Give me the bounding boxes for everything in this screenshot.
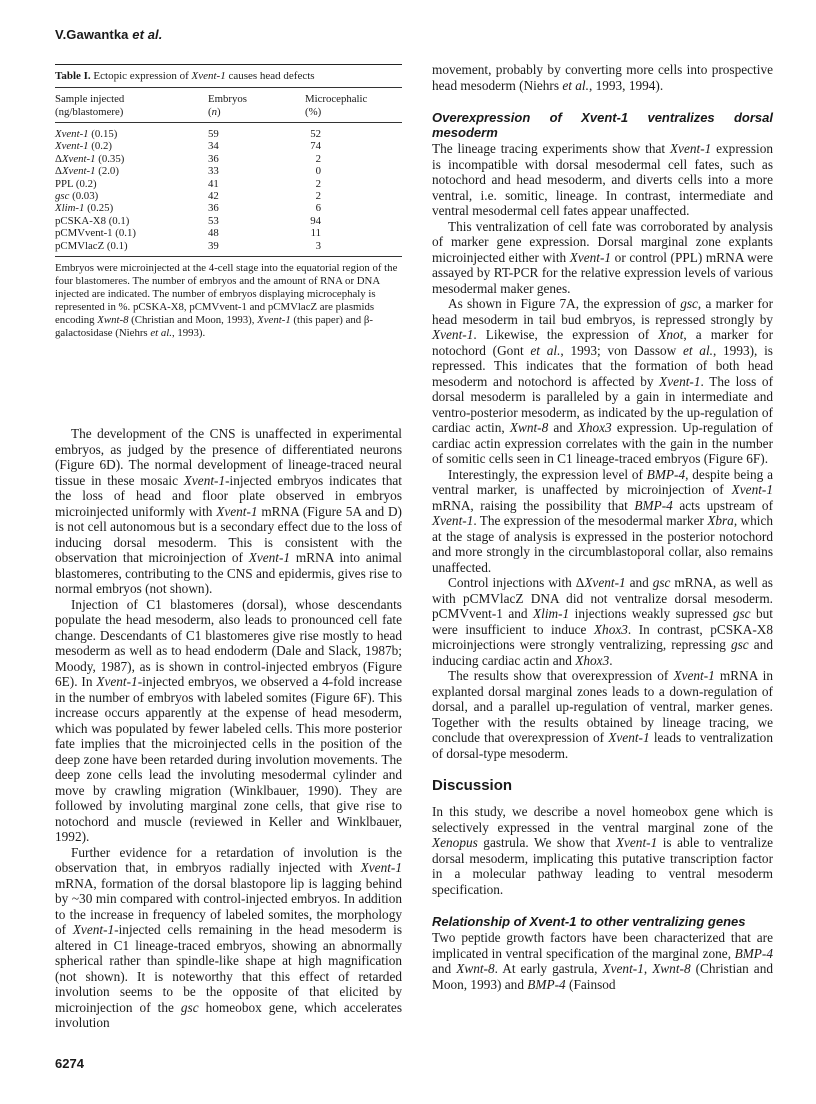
- text-run: 0: [315, 165, 321, 178]
- text-run: mRNA (Figure 5A and D) is not cell autonomous but is a secondary effect due to the loss of inducing dorsal mesoderm. This is consistent with the observation that microinjection of: [55, 503, 402, 565]
- text-run: (0.1): [112, 227, 136, 240]
- text-run: 6: [315, 202, 321, 215]
- italic-term: et al.: [682, 342, 713, 358]
- text-run: 74: [310, 140, 321, 153]
- page-number: 6274: [55, 1056, 84, 1071]
- italic-term: Xenopus: [432, 835, 478, 850]
- cell-embryos: 33: [208, 165, 219, 178]
- table-body: [55, 128, 402, 252]
- italic-term: gsc: [732, 606, 751, 621]
- text-run: Interestingly, the expression level of: [448, 466, 647, 482]
- text-run: , a marker for head mesoderm in tail bud embryos, is repressed strongly by: [432, 296, 773, 327]
- table-footnote: [55, 257, 402, 340]
- cell-microcephalic: [305, 240, 402, 252]
- italic-term: Xvent-1: [360, 860, 402, 875]
- text-run: -injected embryos, we observed a 4-fold increase in the number of embryos with labeled somites (Figure 6F). This increase occurs apparently at the expense of head mesoderm, which was populated by fewer labeled cells. This more posterior fate implies that the microinjected cells in the position of the deep zone have been retarded during involution movements. The deep zone cells lead the involuting mesodermal cylinder and move by crawling migration (Winklbauer, 1990). They are followed by involuting marginal zone cells, that give rise to notochord and muscle (reviewed in Keller and Winklbauer, 1992).: [55, 674, 403, 844]
- text-run: injections weakly supressed: [569, 606, 733, 621]
- text-run: -injected embryos indicates that the loss of head and floor plate observed in embryos microinjected uniformly with: [55, 472, 402, 519]
- footnote-gene: Xwnt-8: [97, 314, 129, 327]
- cell-sample: [55, 190, 208, 202]
- text-run: acts upstream of: [672, 497, 773, 513]
- text-run: , despite being a ventral marker, is unaffected by microinjection of: [432, 466, 773, 497]
- text-run: 52: [310, 128, 321, 140]
- italic-term: Xwnt-8: [456, 961, 495, 976]
- italic-term: Xvent-1: [608, 730, 650, 745]
- text-run: and: [432, 961, 457, 976]
- italic-term: et al.: [530, 342, 561, 358]
- text-run: expression is incompatible with dorsal mesodermal cell fates, such as notochord and head mesoderm, and diverts cells into a more ventral, i.e. somitic, lineage. In contrast, intermediate and ventral mesodermal cell fates appear unaffected.: [432, 141, 773, 218]
- italic-term: Xvent-1: [55, 128, 89, 140]
- cell-microcephalic: [305, 140, 402, 152]
- table-row: [55, 140, 402, 152]
- italic-term: BMP-4: [634, 497, 673, 513]
- paragraph: [432, 219, 773, 297]
- cell-sample: [55, 165, 208, 177]
- text-run: pCMVvent-1: [55, 227, 113, 240]
- section-heading-discussion: Discussion: [432, 777, 513, 794]
- italic-term: BMP-4: [734, 945, 773, 961]
- text-run: pCSKA-X8: [55, 214, 106, 227]
- text-run: mRNA, as well as with pCMVlacZ DNA did not ventralize dorsal mesoderm. pCMVvent-1 and: [432, 575, 773, 621]
- header-line: (ng/blastomere): [55, 105, 124, 118]
- text-run: The results show that overexpression of: [448, 668, 674, 683]
- text-run: Control injections with Δ: [448, 575, 585, 590]
- italic-term: BMP-4: [646, 466, 686, 482]
- paragraph: [55, 845, 402, 1031]
- italic-term: Xwnt-8: [652, 961, 691, 976]
- cell-sample: [55, 128, 208, 140]
- table-row: [55, 153, 402, 165]
- column-header-embryos: Embryos (n): [208, 93, 247, 118]
- italic-term: Xbra: [707, 513, 734, 528]
- right-column-text: [432, 62, 773, 992]
- italic-term: Xvent-1: [72, 922, 115, 937]
- footnote-text: (Christian and Moon, 1993),: [128, 314, 258, 327]
- table-data: [55, 88, 402, 252]
- table-row: [55, 202, 402, 214]
- table-row: [55, 128, 402, 140]
- cell-microcephalic: [305, 190, 402, 202]
- text-run: 94: [310, 214, 321, 227]
- cell-microcephalic: [305, 153, 402, 165]
- text-run: homeobox gene, which accelerates involution: [55, 999, 403, 1030]
- header-line: Sample injected: [55, 93, 125, 105]
- italic-term: Xlim-1: [533, 606, 570, 621]
- italic-term: BMP-4: [527, 976, 566, 992]
- text-run: . At early gastrula,: [494, 961, 603, 976]
- left-column-text: [55, 426, 402, 1031]
- italic-term: Xhox3: [575, 652, 610, 668]
- text-run: PPL: [55, 177, 74, 190]
- cell-sample: [55, 178, 208, 190]
- cell-embryos: 42: [208, 190, 219, 203]
- cell-microcephalic: [305, 215, 402, 227]
- table-caption: [55, 65, 402, 87]
- text-run: (Christian and Moon, 1993) and: [432, 961, 773, 992]
- italic-term: Xvent-1: [55, 140, 89, 153]
- text-run: This ventralization of cell fate was corroborated by analysis of marker gene expression. Dorsal marginal zone explants microinjected either with: [432, 218, 773, 265]
- header-n: n: [211, 105, 218, 118]
- header-line: Embryos: [208, 93, 247, 105]
- table-row: [55, 215, 402, 227]
- table-row: [55, 240, 402, 252]
- text-run: pCMVlacZ: [55, 239, 105, 252]
- italic-term: Xhox3: [577, 420, 612, 435]
- italic-term: Xvent-1: [216, 503, 258, 519]
- text-run: but were insufficient to induce: [432, 606, 773, 637]
- table-row: [55, 227, 402, 239]
- italic-term: gsc: [180, 999, 199, 1015]
- cell-microcephalic: [305, 202, 402, 214]
- text-run: ,: [643, 961, 653, 976]
- text-run: The lineage tracing experiments show that: [432, 141, 670, 156]
- italic-term: Xhox3: [593, 621, 628, 637]
- text-run: . The expression of the mesodermal marker: [473, 513, 708, 528]
- table-label: Table I.: [55, 70, 91, 82]
- cell-embryos: 34: [208, 140, 219, 153]
- paragraph: [432, 668, 773, 761]
- text-run: . Likewise, the expression of: [473, 327, 659, 342]
- cell-microcephalic: [305, 165, 402, 177]
- text-run: .: [609, 652, 613, 668]
- column-header-microcephalic: [305, 88, 402, 122]
- text-run: mRNA into animal blastomeres, contributing to the CNS and epidermis, gives rise to normal embryos (not shown).: [55, 550, 402, 596]
- table-title-text: causes head defects: [225, 70, 315, 82]
- text-run: (0.03): [69, 190, 99, 203]
- text-run: -injected cells remaining in the head mesoderm is altered in C1 lineage-traced embryos, showing an abnormally spherical rather than spindle-like shape at high magnification (not shown). It is noteworthy that this effect of retarded involution seems to be the opposite of that elicited by microinjection of the: [55, 922, 402, 1015]
- cell-embryos: 53: [208, 214, 219, 227]
- text-run: , 1993), is repressed. This indicates that the formation of both head mesoderm and notochord is affected by: [432, 342, 773, 389]
- running-head-author: V.Gawantka: [55, 27, 129, 42]
- text-run: 2: [315, 152, 321, 165]
- text-run: In this study, we describe a novel homeobox gene which is selectively expressed in the ventral marginal zone of the: [432, 804, 773, 835]
- footnote-text: (this paper) and β-galactosidase (Niehrs: [55, 314, 373, 340]
- text-run: mRNA in explanted dorsal marginal zones leads to a down-regulation of dorsal, and a parallel up-regulation of ventral, marker genes. Together with the results obtained by lineage tracing, we conclude that overexpression of: [432, 668, 773, 745]
- italic-term: gsc: [680, 296, 698, 311]
- italic-term: Xvent-1: [731, 482, 773, 497]
- table-title-text: Ectopic expression of: [93, 70, 192, 82]
- text-run: (2.0): [95, 165, 119, 178]
- text-run: The development of the CNS is unaffected in experimental embryos, as judged by the presence of differentiated neurons (Figure 6D). The normal development of lineage-traced neural tissue in these mosaic: [55, 426, 402, 488]
- text-run: 11: [310, 227, 321, 240]
- text-run: and: [625, 575, 653, 590]
- text-run: Further evidence for a retardation of involution is the observation that, in embryos radially injected with: [55, 844, 402, 875]
- cell-embryos: 36: [208, 202, 219, 215]
- footnote-text: , 1993).: [171, 327, 206, 340]
- column-header-sample: [55, 88, 208, 122]
- text-run: Δ: [55, 165, 62, 178]
- italic-term: Xlim-1: [55, 202, 85, 215]
- text-run: 3: [315, 239, 321, 252]
- italic-term: gsc: [730, 637, 749, 652]
- paragraph-continued: [432, 62, 773, 93]
- text-run: . The loss of dorsal mesoderm is paralleled by a gain in intermediate and ventro-posterior mesoderm, as indicated by the up-regulation of cardiac actin,: [432, 373, 773, 435]
- text-run: Δ: [55, 152, 62, 165]
- footnote-etal: et al.: [150, 327, 172, 340]
- footnote-gene: Xvent-1: [257, 314, 291, 327]
- cell-embryos: 59: [208, 128, 219, 140]
- italic-term: Xvent-1: [248, 550, 291, 565]
- cell-sample: [55, 240, 208, 252]
- text-run: mRNA, formation of the dorsal blastopore lip is lagging behind by ~30 min compared with control-injected embryos. In addition to the increase in frequency of labeled somites, the morphology of: [55, 875, 402, 937]
- text-run: , a marker for notochord (Gont: [432, 327, 773, 358]
- table-row: [55, 165, 402, 177]
- italic-term: Xvent-1: [61, 165, 96, 178]
- text-run: gastrula. We show that: [477, 835, 616, 850]
- paragraph: [432, 467, 773, 576]
- italic-term: Xnot: [658, 327, 684, 342]
- text-run: movement, probably by converting more cells into prospective head mesoderm (Niehrs: [432, 62, 773, 93]
- text-run: 2: [315, 177, 321, 190]
- cell-sample: [55, 202, 208, 214]
- paragraph: [55, 426, 402, 597]
- text-run: (0.1): [104, 239, 128, 252]
- paragraph: [432, 141, 773, 219]
- italic-term: Xvent-1: [569, 249, 612, 265]
- paragraph: [55, 597, 402, 845]
- paragraph: [432, 804, 773, 897]
- paragraph: [432, 296, 773, 467]
- text-run: Injection of C1 blastomeres (dorsal), whose descendants populate the head mesoderm, also leads to pronounced cell fate change. Descendants of C1 blastomeres give rise mostly to head mesoderm as well as to head endoderm (Dale and Slack, 1987b; Moody, 1987), as is shown in control-injected embryos (Figure 6E). In: [55, 596, 402, 689]
- cell-sample: [55, 227, 208, 239]
- text-run: 2: [315, 190, 321, 203]
- cell-sample: [55, 215, 208, 227]
- table-1: [55, 64, 402, 340]
- cell-microcephalic: [305, 128, 402, 140]
- text-run: is able to ventralize dorsal mesoderm, implicating this putative transcription factor in a molecular pathway leading to ventral mesoderm specification.: [432, 835, 773, 897]
- cell-embryos: 41: [208, 177, 219, 190]
- italic-term: Xvent-1: [432, 513, 474, 528]
- italic-term: Xvent-1: [61, 152, 96, 165]
- cell-sample: [55, 153, 208, 165]
- italic-term: Xwnt-8: [509, 420, 549, 435]
- table-title-gene: Xvent-1: [191, 70, 226, 82]
- paragraph: [432, 930, 773, 992]
- text-run: (Fainsod: [565, 976, 616, 992]
- italic-term: Xvent-1: [584, 575, 626, 590]
- italic-term: Xvent-1: [602, 961, 644, 976]
- cell-sample: [55, 140, 208, 152]
- italic-term: Xvent-1: [96, 674, 138, 689]
- table-row: [55, 190, 402, 202]
- text-run: , 1993, 1994).: [588, 77, 664, 93]
- table-header-row: [55, 88, 402, 122]
- cell-embryos: 36: [208, 152, 219, 165]
- header-line: (%): [305, 105, 322, 118]
- text-run: . In contrast, pCSKA-X8 microinjections were strongly ventralizing, repressing: [432, 621, 774, 652]
- text-run: mRNA, raising the possibility that: [432, 497, 635, 513]
- text-run: and inducing cardiac actin and: [432, 637, 773, 668]
- text-run: or control (PPL) mRNA were assayed by RT-PCR for the relative expression levels of various mesodermal maker genes.: [432, 249, 773, 296]
- cell-embryos: 39: [208, 239, 219, 252]
- paragraph: [432, 575, 773, 668]
- running-head: [55, 27, 162, 42]
- text-run: and: [548, 420, 578, 435]
- text-run: (0.2): [73, 177, 97, 190]
- italic-term: et al.: [562, 77, 589, 93]
- text-run: , which at the stage of analysis is expressed in the posterior notochord and more strongly in the circumblastoporal collar, also remains unaffected.: [432, 513, 773, 575]
- text-run: expression. Up-regulation of cardiac actin expression correlates with the gain in the number of somitic cells seen in C1 lineage-traced embryos (Figure 6F).: [432, 420, 773, 466]
- italic-term: Xvent-1: [183, 472, 226, 488]
- cell-embryos: 48: [208, 227, 219, 240]
- text-run: (0.2): [88, 140, 112, 153]
- footnote-text: Embryos were microinjected at the 4-cell stage into the equatorial region of the four blastomeres. The number of embryos and the amount of RNA or DNA injected are indicated. The number of embryos displaying microcephaly is represented in %. pCSKA-X8, pCMVvent-1 and pCMVlacZ are plasmids encoding: [55, 262, 398, 327]
- text-run: leads to ventralization of dorsal-type mesoderm.: [432, 730, 773, 761]
- text-run: (0.1): [106, 214, 130, 227]
- text-run: (0.15): [88, 128, 118, 140]
- subheading-overexpression: Overexpression of Xvent-1 ventralizes dorsal mesoderm: [432, 110, 773, 140]
- italic-term: gsc: [652, 575, 671, 590]
- text-run: (0.25): [84, 202, 114, 215]
- italic-term: Xvent-1: [432, 327, 474, 342]
- cell-microcephalic: [305, 178, 402, 190]
- italic-term: Xvent-1: [659, 373, 701, 389]
- italic-term: Xvent-1: [673, 668, 715, 683]
- text-run: Two peptide growth factors have been characterized that are implicated in ventral specification of the marginal zone,: [432, 930, 773, 961]
- italic-term: Xvent-1: [615, 835, 658, 850]
- subheading-relationship: Relationship of Xvent-1 to other ventralizing genes: [432, 914, 746, 929]
- text-run: As shown in Figure 7A, the expression of: [448, 296, 681, 311]
- cell-microcephalic: [305, 227, 402, 239]
- header-line: Microcephalic: [305, 93, 368, 105]
- italic-term: Xvent-1: [669, 141, 712, 156]
- text-run: , 1993; von Dassow: [560, 342, 683, 358]
- running-head-etal: et al.: [132, 27, 163, 42]
- table-row: [55, 178, 402, 190]
- italic-term: gsc: [55, 190, 70, 203]
- text-run: (0.35): [95, 152, 125, 165]
